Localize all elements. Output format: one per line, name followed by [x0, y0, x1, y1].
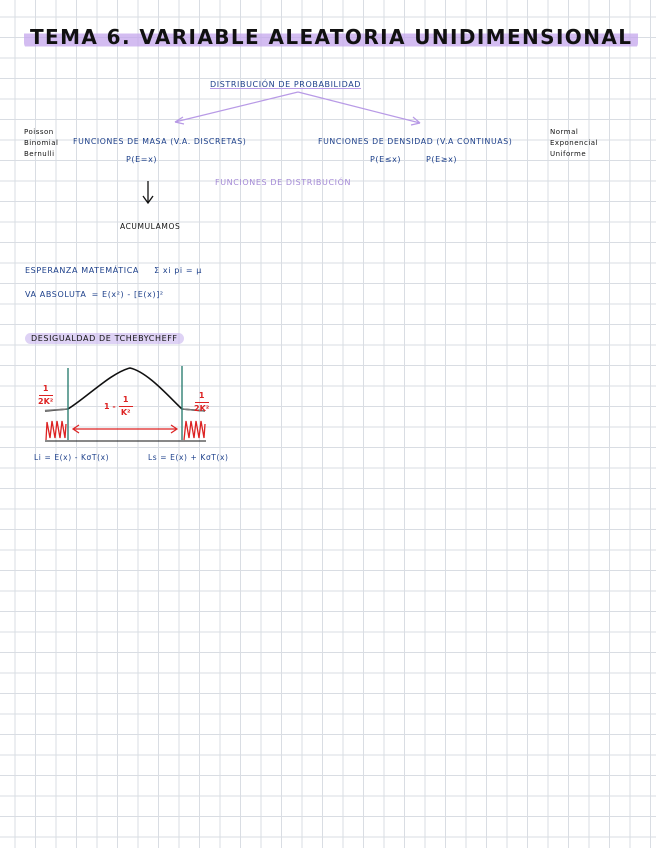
left-formula: P(E=x) [126, 155, 158, 164]
accumulated-label: ACUMULAMOS [120, 222, 181, 231]
left-tail-fraction: $\frac{1}{\text{2K²}}$ [38, 384, 54, 406]
right-tail-fraction: $\frac{1}{\text{2K²}}$ [194, 391, 210, 413]
right-branch-label: FUNCIONES DE DENSIDAD (V.A CONTINUAS) [318, 137, 513, 146]
arrow-left [175, 92, 298, 122]
arrow-right [298, 92, 420, 123]
lower-bound: Li = E(x) - KσT(x) [34, 453, 110, 462]
upper-bound: Ls = E(x) + KσT(x) [148, 453, 229, 462]
esperanza-row [25, 266, 202, 275]
varianza-row [25, 290, 164, 299]
right-formula-1: P(E≤x) [370, 155, 402, 164]
esperanza-formula: Σ xi pi = μ [154, 266, 202, 275]
right-formula-2: P(E≥x) [426, 155, 458, 164]
varianza-label: VA ABSOLUTA [25, 290, 87, 299]
page-title: TEMA 6. VARIABLE ALEATORIA UNIDIMENSIONAL [24, 25, 638, 49]
center-probability: 1 - $\frac{1}{\text{K²}}$ [104, 395, 133, 418]
tchebycheff-heading: DESIGUALDAD DE TCHEBYCHEFF [25, 334, 184, 343]
diagram-root: DISTRIBUCIÓN DE PROBABILIDAD [210, 80, 362, 89]
distribution-functions-label: FUNCIONES DE DISTRIBUCIÓN [215, 178, 352, 187]
esperanza-label: ESPERANZA MATEMÁTICA [25, 266, 139, 275]
right-tail-hatch [184, 421, 205, 440]
left-examples: Poisson Binomial Bernulli [24, 128, 59, 158]
varianza-formula: = E(x²) - [E(x)]² [91, 290, 164, 299]
left-branch-label: FUNCIONES DE MASA (V.A. DISCRETAS) [73, 137, 247, 146]
right-examples: Normal Exponencial Uniforme [550, 128, 598, 158]
left-tail-hatch [46, 421, 66, 440]
